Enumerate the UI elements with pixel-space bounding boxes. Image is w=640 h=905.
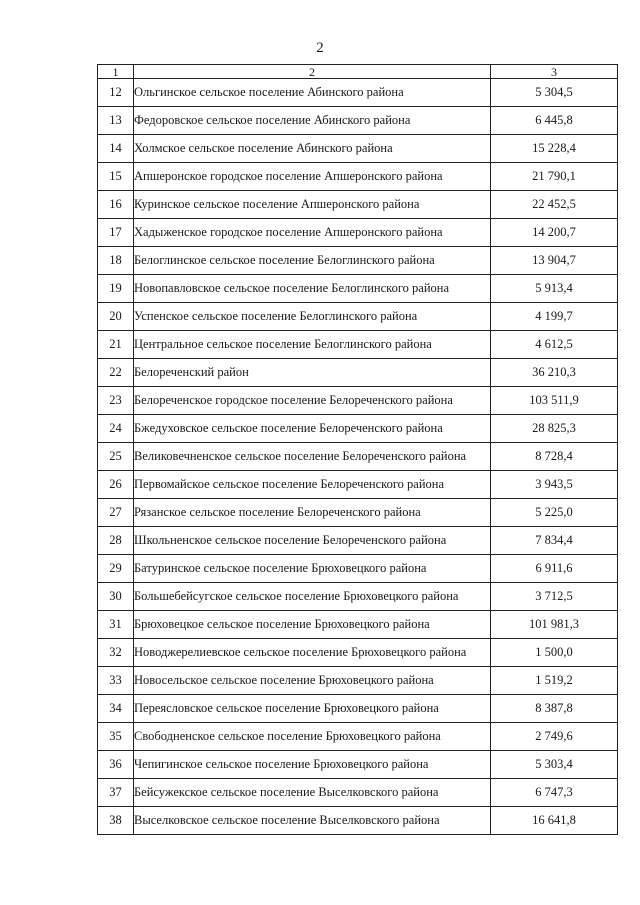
settlement-name: Куринское сельское поселение Апшеронского района xyxy=(134,191,491,219)
table-row xyxy=(98,219,618,247)
table-header xyxy=(98,65,618,79)
settlement-name: Хадыженское городское поселение Апшеронского района xyxy=(134,219,491,247)
amount-value: 6 911,6 xyxy=(491,555,618,583)
table-row xyxy=(98,527,618,555)
amount-value: 4 199,7 xyxy=(491,303,618,331)
settlement-name: Чепигинское сельское поселение Брюховецкого района xyxy=(134,751,491,779)
table-row xyxy=(98,639,618,667)
table-row xyxy=(98,471,618,499)
row-number: 28 xyxy=(98,527,134,555)
amount-value: 3 712,5 xyxy=(491,583,618,611)
amount-value: 5 913,4 xyxy=(491,275,618,303)
table-row xyxy=(98,247,618,275)
amount-value: 22 452,5 xyxy=(491,191,618,219)
settlement-name: Центральное сельское поселение Белоглинского района xyxy=(134,331,491,359)
table-row xyxy=(98,723,618,751)
table-row xyxy=(98,751,618,779)
settlement-name: Белореченское городское поселение Белореченского района xyxy=(134,387,491,415)
row-number: 32 xyxy=(98,639,134,667)
page-number: 2 xyxy=(316,40,324,56)
row-number: 13 xyxy=(98,107,134,135)
settlement-name: Новоджерелиевское сельское поселение Брюховецкого района xyxy=(134,639,491,667)
settlement-name: Бжедуховское сельское поселение Белореченского района xyxy=(134,415,491,443)
settlement-name: Федоровское сельское поселение Абинского района xyxy=(134,107,491,135)
row-number: 35 xyxy=(98,723,134,751)
row-number: 36 xyxy=(98,751,134,779)
amount-value: 8 728,4 xyxy=(491,443,618,471)
amount-value: 16 641,8 xyxy=(491,807,618,835)
row-number: 20 xyxy=(98,303,134,331)
amount-value: 5 225,0 xyxy=(491,499,618,527)
amount-value: 8 387,8 xyxy=(491,695,618,723)
settlement-name: Школьненское сельское поселение Белореченского района xyxy=(134,527,491,555)
amount-value: 4 612,5 xyxy=(491,331,618,359)
amount-value: 6 445,8 xyxy=(491,107,618,135)
row-number: 24 xyxy=(98,415,134,443)
amount-value: 5 304,5 xyxy=(491,79,618,107)
column-header-2: 2 xyxy=(134,65,491,79)
row-number: 23 xyxy=(98,387,134,415)
table-row xyxy=(98,807,618,835)
amount-value: 28 825,3 xyxy=(491,415,618,443)
row-number: 25 xyxy=(98,443,134,471)
row-number: 26 xyxy=(98,471,134,499)
amount-value: 15 228,4 xyxy=(491,135,618,163)
table-row xyxy=(98,135,618,163)
settlement-name: Батуринское сельское поселение Брюховецкого района xyxy=(134,555,491,583)
amount-value: 14 200,7 xyxy=(491,219,618,247)
amount-value: 2 749,6 xyxy=(491,723,618,751)
amount-value: 7 834,4 xyxy=(491,527,618,555)
amount-value: 1 519,2 xyxy=(491,667,618,695)
row-number: 21 xyxy=(98,331,134,359)
row-number: 38 xyxy=(98,807,134,835)
amount-value: 21 790,1 xyxy=(491,163,618,191)
row-number: 15 xyxy=(98,163,134,191)
row-number: 12 xyxy=(98,79,134,107)
table-row xyxy=(98,499,618,527)
row-number: 29 xyxy=(98,555,134,583)
settlement-name: Переясловское сельское поселение Брюховецкого района xyxy=(134,695,491,723)
table-row xyxy=(98,107,618,135)
row-number: 30 xyxy=(98,583,134,611)
amount-value: 103 511,9 xyxy=(491,387,618,415)
table-row xyxy=(98,779,618,807)
table-row xyxy=(98,667,618,695)
row-number: 31 xyxy=(98,611,134,639)
settlement-name: Рязанское сельское поселение Белореченского района xyxy=(134,499,491,527)
amount-value: 3 943,5 xyxy=(491,471,618,499)
row-number: 22 xyxy=(98,359,134,387)
settlement-name: Бейсужекское сельское поселение Выселковского района xyxy=(134,779,491,807)
amount-value: 101 981,3 xyxy=(491,611,618,639)
table-row xyxy=(98,79,618,107)
header-row xyxy=(98,65,618,79)
row-number: 37 xyxy=(98,779,134,807)
settlement-name: Успенское сельское поселение Белоглинского района xyxy=(134,303,491,331)
settlement-name: Белореченский район xyxy=(134,359,491,387)
table-row xyxy=(98,611,618,639)
table-row xyxy=(98,275,618,303)
settlement-name: Брюховецкое сельское поселение Брюховецкого района xyxy=(134,611,491,639)
row-number: 14 xyxy=(98,135,134,163)
row-number: 17 xyxy=(98,219,134,247)
table-row xyxy=(98,387,618,415)
table-row xyxy=(98,443,618,471)
amount-value: 13 904,7 xyxy=(491,247,618,275)
settlements-table xyxy=(97,64,618,835)
settlement-name: Новопавловское сельское поселение Белоглинского района xyxy=(134,275,491,303)
settlement-name: Ольгинское сельское поселение Абинского района xyxy=(134,79,491,107)
settlement-name: Первомайское сельское поселение Белореченского района xyxy=(134,471,491,499)
settlement-name: Великовечненское сельское поселение Белореченского района xyxy=(134,443,491,471)
settlement-name: Белоглинское сельское поселение Белоглинского района xyxy=(134,247,491,275)
column-header-3: 3 xyxy=(491,65,618,79)
table-row xyxy=(98,695,618,723)
table-row xyxy=(98,163,618,191)
table-body xyxy=(98,79,618,835)
settlement-name: Холмское сельское поселение Абинского района xyxy=(134,135,491,163)
settlement-name: Выселковское сельское поселение Выселковского района xyxy=(134,807,491,835)
table-row xyxy=(98,359,618,387)
row-number: 18 xyxy=(98,247,134,275)
amount-value: 1 500,0 xyxy=(491,639,618,667)
row-number: 33 xyxy=(98,667,134,695)
amount-value: 36 210,3 xyxy=(491,359,618,387)
row-number: 27 xyxy=(98,499,134,527)
table-row xyxy=(98,303,618,331)
row-number: 16 xyxy=(98,191,134,219)
table-row xyxy=(98,555,618,583)
table-row xyxy=(98,415,618,443)
table-row xyxy=(98,583,618,611)
settlement-name: Апшеронское городское поселение Апшеронского района xyxy=(134,163,491,191)
settlement-name: Новосельское сельское поселение Брюховецкого района xyxy=(134,667,491,695)
settlement-name: Свободненское сельское поселение Брюховецкого района xyxy=(134,723,491,751)
row-number: 34 xyxy=(98,695,134,723)
table-row xyxy=(98,331,618,359)
settlement-name: Большебейсугское сельское поселение Брюховецкого района xyxy=(134,583,491,611)
amount-value: 6 747,3 xyxy=(491,779,618,807)
table-row xyxy=(98,191,618,219)
amount-value: 5 303,4 xyxy=(491,751,618,779)
column-header-1: 1 xyxy=(98,65,134,79)
row-number: 19 xyxy=(98,275,134,303)
